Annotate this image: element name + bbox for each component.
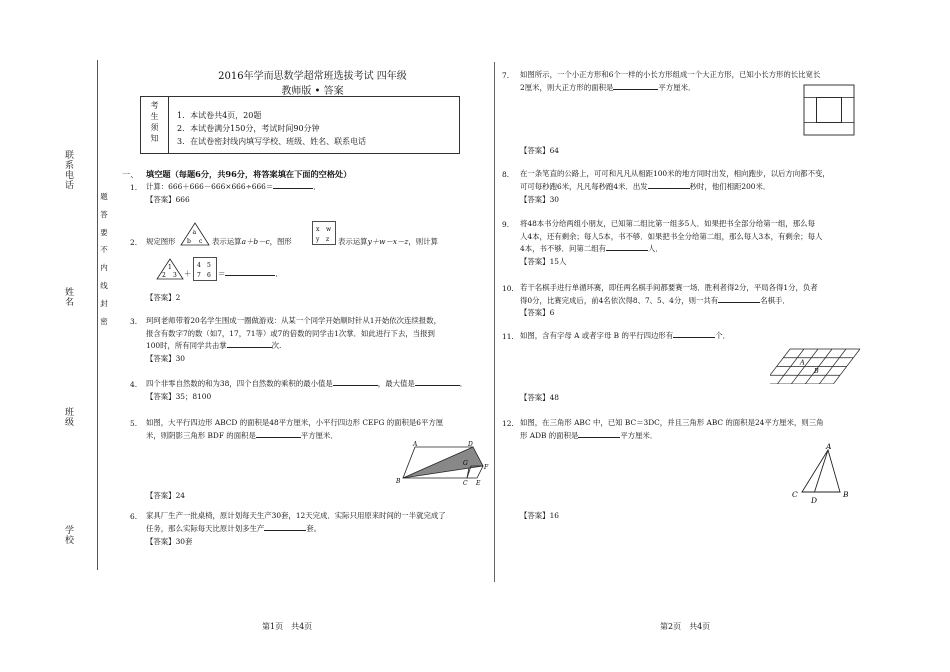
svg-text:A: A [413, 441, 418, 448]
notice-label: 考 生 须 知 [141, 97, 169, 153]
q12-triangle-figure [788, 442, 854, 506]
svg-text:3: 3 [173, 272, 177, 279]
q12-answer: 【答案】16 [520, 511, 559, 520]
q1-answer: 【答案】666 [146, 195, 190, 204]
q11-number: 11. [502, 332, 514, 341]
q8-text: 在一条笔直的公路上，可可和凡凡从相距100米的地方同时出发，相向跑步，以后方向都不变， 可可每秒跑6米，凡凡每秒跑4米．出发 秒时，他们相距200米． [520, 169, 830, 191]
svg-text:1: 1 [168, 264, 172, 271]
q2-blank[interactable] [225, 275, 275, 276]
q10-blank[interactable] [718, 302, 760, 303]
q6-blank[interactable] [264, 530, 306, 531]
q1-number: 1. [130, 183, 138, 192]
page-title: 2016年学而思数学超常班选拔考试 四年级 [218, 71, 407, 82]
section-title: 填空题（每题6分，共96分，将答案填在下面的空格处） [146, 169, 352, 179]
q2-line1c: 表示运算y＋w－x－z，则计算 [338, 237, 438, 246]
q7-square-figure [803, 84, 855, 136]
q7-answer: 【答案】64 [520, 146, 559, 155]
q7-text: 如图所示，一个小正方形和6个一样的小长方形组成一个大正方形，已知小长方形的长比宽长 2厘米，则大正方形的面积是 平方厘米． [520, 70, 821, 92]
svg-text:A: A [800, 358, 805, 367]
seal-notice: 题 答 要 不 内 线 封 密 [100, 192, 108, 326]
svg-text:4: 4 [197, 262, 201, 269]
svg-text:C: C [463, 480, 468, 485]
q5-parallelogram-figure [395, 440, 490, 485]
q9-text: 将48本书分给两组小朋友，已知第二组比第一组多5人．如果把书全部分给第一组，那么每 人4本，还有剩余；每人5本，书不够．如果把书全分给第二组，那么每人3本，有剩余；每人 4本，书不够．问第二组有 人． [520, 219, 823, 253]
q5-number: 5. [130, 419, 138, 428]
q8-blank[interactable] [648, 188, 690, 189]
q11-text: 如图，含有字母 A 或者字母 B 的平行四边形有 个． [520, 331, 730, 340]
q2-square-icon [312, 221, 336, 245]
q2-line1: 规定图形 [146, 237, 176, 246]
exam-notice-box [140, 96, 460, 154]
side-label-school: 学校 [63, 525, 73, 545]
svg-text:c: c [199, 238, 203, 245]
svg-text:E: E [476, 480, 481, 485]
q9-number: 9. [502, 220, 510, 229]
notice-lines: 1．本试卷共4页，20题 2．本试卷满分150分，考试时间90分钟 3．在试卷密封线内填写学校、班级、姓名、联系电话 [177, 111, 367, 146]
svg-text:a: a [192, 229, 197, 236]
svg-text:B: B [843, 490, 849, 499]
section-number: 一、 [122, 169, 139, 179]
q8-number: 8. [502, 170, 510, 179]
q7-number: 7. [502, 71, 510, 80]
q9-blank[interactable] [606, 250, 648, 251]
q10-number: 10. [502, 284, 514, 293]
svg-text:G: G [463, 460, 468, 467]
q2-triangle-numbers-icon [156, 258, 184, 280]
q4-text: 四个非零自然数的和为38，四个自然数的乘积的最小值是 ，最大值是 ． [146, 379, 468, 388]
q12-text: 如图，在三角形 ABC 中，已知 BC＝3DC，并且三角形 ABC 的面积是24平方厘米，则三角 形 ADB 的面积是 平方厘米． [520, 418, 824, 440]
q3-number: 3. [130, 317, 138, 326]
q2-plus: ＋ [184, 269, 192, 278]
svg-text:F: F [484, 464, 489, 471]
svg-text:2: 2 [162, 272, 166, 279]
svg-text:5: 5 [207, 262, 211, 269]
q2-triangle-icon [180, 222, 210, 246]
q4-number: 4. [130, 380, 138, 389]
svg-text:D: D [811, 496, 818, 505]
q2-number: 2. [130, 238, 138, 247]
q7-blank[interactable] [613, 89, 658, 90]
svg-text:x: x [316, 226, 320, 233]
q10-text: 若干名棋手进行单循环赛，即任两名棋手间都要赛一场．胜利者得2分，平局各得1分，负者 得0分，比赛完成后，前4名依次得8、7、5、4分，则一共有 名棋手． [520, 283, 818, 305]
q6-answer: 【答案】30套 [146, 537, 193, 546]
q2-answer: 【答案】2 [146, 293, 181, 302]
svg-text:B: B [396, 478, 401, 485]
q2-line2: ＝ ． [218, 269, 283, 278]
svg-text:C: C [792, 490, 798, 499]
column-divider [494, 62, 495, 582]
svg-text:B: B [814, 367, 819, 375]
q3-text: 珂珂老师带着20名学生围成一圈做游戏：从某一个同学开始顺时针从1开始依次连续报数， 报含有数字7的数（如7，17，71等）或7的倍数的同学击1次掌．如此进行下去，当报到 100时，所有同学共击掌 次. [146, 316, 441, 350]
q5-blank[interactable] [256, 437, 301, 438]
q12-blank[interactable] [578, 437, 620, 438]
q5-text: 如图，大平行四边形 ABCD 的面积是48平方厘米，小平行四边形 CEFG 的面积是6平方厘 米，则阴影三角形 BDF 的面积是 平方厘米． [146, 418, 444, 440]
q6-text: 家具厂生产一批桌椅，原计划每天生产30套，12天完成．实际只用原来时间的一半就完成了 任务，那么实际每天比原计划多生产 套。 [146, 511, 446, 533]
q3-blank[interactable] [227, 347, 272, 348]
q8-answer: 【答案】30 [520, 195, 559, 204]
side-label-class: 班级 [63, 407, 73, 427]
q4-blank-max[interactable] [415, 385, 460, 386]
side-label-phone: 联系电话 [63, 150, 73, 190]
footer-left-page: 第1页 共4页 [262, 622, 313, 631]
q5-answer: 【答案】24 [146, 491, 185, 500]
q11-answer: 【答案】48 [520, 393, 559, 402]
svg-text:7: 7 [197, 272, 201, 279]
page-subtitle: 教师版 • 答案 [281, 86, 344, 97]
footer-right-page: 第2页 共4页 [660, 622, 711, 631]
q11-blank[interactable] [673, 337, 715, 338]
q11-grid-figure [770, 348, 862, 384]
svg-text:A: A [826, 442, 832, 451]
q3-answer: 【答案】30 [146, 354, 185, 363]
svg-text:D: D [468, 441, 473, 448]
q1-blank[interactable] [273, 188, 313, 189]
q2-square-numbers-icon [193, 257, 217, 281]
binding-line [97, 60, 98, 570]
q9-answer: 【答案】15人 [520, 257, 567, 266]
svg-text:z: z [326, 236, 330, 243]
svg-text:y: y [316, 236, 320, 243]
q1-text: 计算：666＋666－666×666÷666＝ ． [146, 182, 321, 191]
svg-text:b: b [187, 238, 191, 245]
svg-text:w: w [326, 226, 332, 233]
svg-text:6: 6 [207, 272, 211, 279]
q4-blank-min[interactable] [333, 385, 378, 386]
q12-number: 12. [502, 419, 514, 428]
q2-line1b: 表示运算a＋b－c，图形 [212, 237, 292, 246]
side-label-name: 姓名 [63, 287, 73, 307]
q10-answer: 【答案】6 [520, 308, 555, 317]
q6-number: 6. [130, 512, 138, 521]
q4-answer: 【答案】35；8100 [146, 392, 212, 401]
